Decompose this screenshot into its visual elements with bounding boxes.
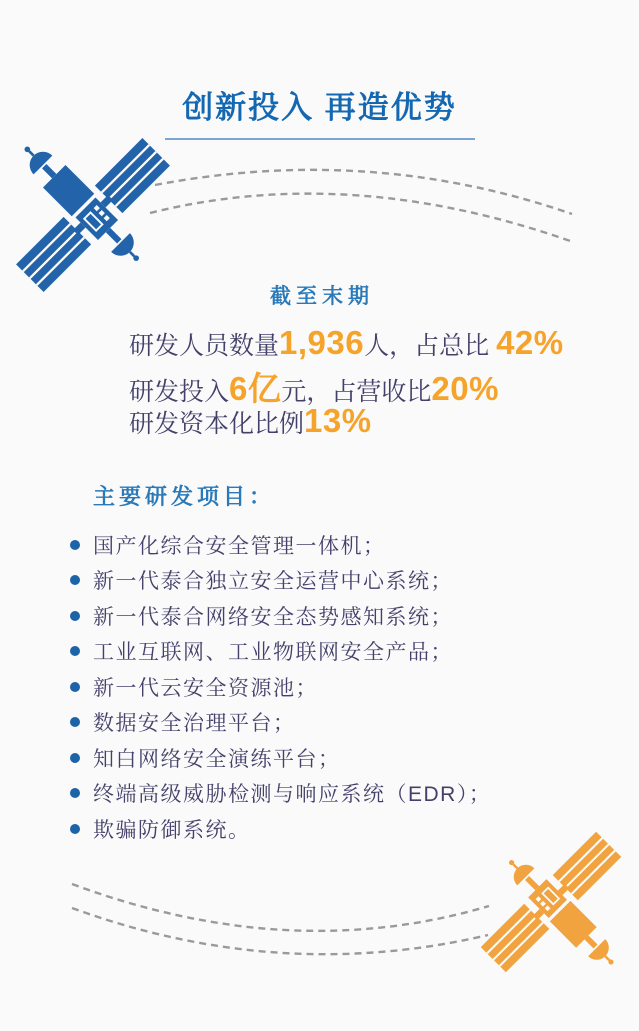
stat-text: 元，占营收比 [281,378,432,406]
project-item-label: 欺骗防御系统。 [93,818,251,842]
project-list-item [70,634,491,670]
project-item-label: 知白网络安全演练平台； [93,747,341,771]
stat-text: 研发投入 [129,378,230,406]
title-underline [165,138,475,140]
bullet-icon [70,682,80,692]
orbit-arc-bottom-1 [72,884,489,931]
stat-number: 20% [431,370,499,407]
bullet-icon [70,717,80,727]
page-header [0,82,639,140]
bullet-icon [70,611,80,621]
bullet-icon [70,646,80,656]
bullet-icon [70,788,80,798]
project-item-label: 工业互联网、工业物联网安全产品； [93,641,453,665]
stats-block [129,324,564,441]
project-list-item [70,563,491,599]
project-list-item [70,669,491,705]
stat-number: 1,936 [279,324,365,361]
project-item-label: 新一代泰合网络安全态势感知系统； [93,605,453,629]
period-heading: 截至末期 [270,285,374,308]
stat-rd-investment [129,363,564,407]
project-item-label: 终端高级威胁检测与响应系统（EDR）； [93,783,492,807]
page-title: 创新投入 再造优势 [182,90,457,125]
project-item-label: 国产化综合安全管理一体机； [93,534,386,558]
projects-list [70,527,491,847]
orbit-arc-bottom-2 [72,908,488,954]
orbit-arc-top-1 [155,170,572,214]
stat-number: 6亿 [229,370,282,407]
orbit-arc-top-2 [150,194,573,242]
project-list-item [70,740,491,776]
bullet-icon [70,575,80,585]
project-list-item [70,527,491,563]
project-item-label: 数据安全治理平台； [93,712,296,736]
project-item-label: 新一代泰合独立安全运营中心系统； [93,570,453,594]
project-item-label: 新一代云安全资源池； [93,676,318,700]
projects-heading: 主要研发项目： [93,484,276,509]
project-list-item [70,776,491,812]
stat-rd-staff [129,324,564,363]
bullet-icon [70,540,80,550]
project-list-item [70,811,491,847]
stat-number: 13% [304,402,372,439]
stat-text: 研发资本化比例 [129,410,305,438]
stat-text: 人，占总比 [364,332,497,360]
project-list-item [70,598,491,634]
stat-text: 研发人员数量 [129,332,280,360]
bullet-icon [70,824,80,834]
bullet-icon [70,753,80,763]
stat-number: 42% [496,324,564,361]
project-list-item [70,705,491,741]
